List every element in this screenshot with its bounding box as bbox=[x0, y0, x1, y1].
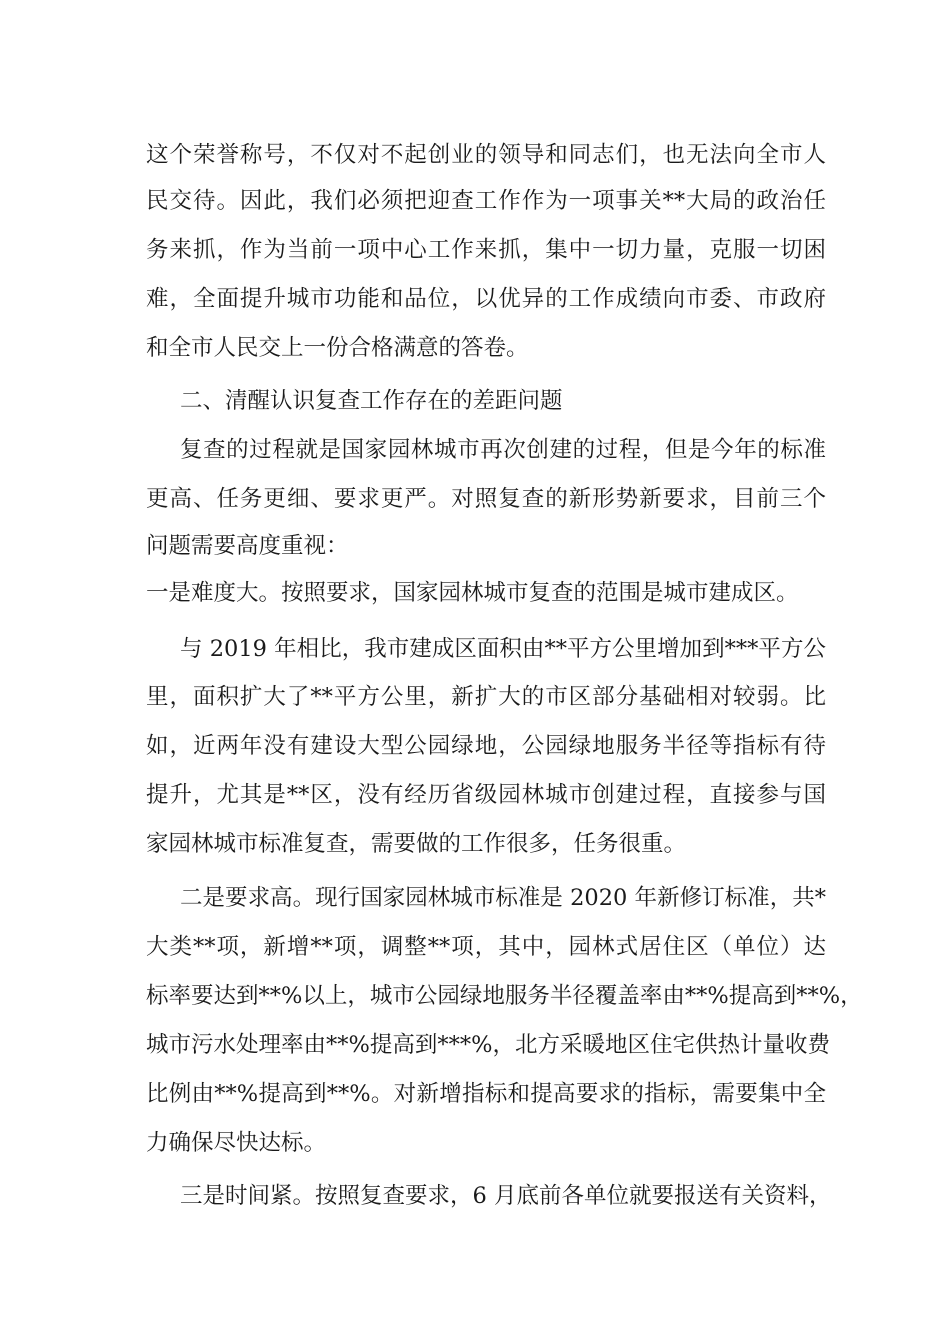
text-line: 和全市人民交上一份合格满意的答卷。 bbox=[146, 335, 529, 361]
text-line: 务来抓，作为当前一项中心工作来抓，集中一切力量，克服一切困 bbox=[146, 237, 826, 263]
text-line: 标率要达到**%以上，城市公园绿地服务半径覆盖率由**%提高到**%， bbox=[146, 983, 863, 1009]
text-line: 比例由**%提高到**%。对新增指标和提高要求的指标，需要集中全 bbox=[146, 1081, 826, 1107]
text-line: 更高、任务更细、要求更严。对照复查的新形势新要求，目前三个 bbox=[146, 486, 826, 512]
text-line: 难，全面提升城市功能和品位，以优异的工作成绩向市委、市政府 bbox=[146, 286, 826, 312]
section-heading: 二、清醒认识复查工作存在的差距问题 bbox=[180, 388, 563, 414]
text-line: 二是要求高。现行国家园林城市标准是 2020 年新修订标准，共* bbox=[180, 885, 826, 911]
text-line: 城市污水处理率由**%提高到***%，北方采暖地区住宅供热计量收费 bbox=[146, 1032, 831, 1058]
text-line: 提升，尤其是**区，没有经历省级园林城市创建过程，直接参与国 bbox=[146, 782, 826, 808]
text-line: 与 2019 年相比，我市建成区面积由**平方公里增加到***平方公 bbox=[180, 636, 826, 662]
text-line: 力确保尽快达标。 bbox=[146, 1130, 327, 1156]
text-line: 一是难度大。按照要求，国家园林城市复查的范围是城市建成区。 bbox=[146, 580, 799, 606]
text-line: 三是时间紧。按照复查要求，6 月底前各单位就要报送有关资料， bbox=[180, 1183, 832, 1209]
text-line: 民交待。因此，我们必须把迎查工作作为一项事关**大局的政治任 bbox=[146, 188, 826, 214]
text-line: 大类**项，新增**项，调整**项，其中，园林式居住区（单位）达 bbox=[146, 934, 826, 960]
text-line: 这个荣誉称号，不仅对不起创业的领导和同志们，也无法向全市人 bbox=[146, 142, 826, 168]
text-line: 复查的过程就是国家园林城市再次创建的过程，但是今年的标准 bbox=[180, 437, 826, 463]
text-line: 家园林城市标准复查，需要做的工作很多，任务很重。 bbox=[146, 831, 687, 857]
text-line: 里，面积扩大了**平方公里，新扩大的市区部分基础相对较弱。比 bbox=[146, 684, 826, 710]
text-line: 问题需要高度重视： bbox=[146, 533, 349, 559]
text-line: 如，近两年没有建设大型公园绿地，公园绿地服务半径等指标有待 bbox=[146, 733, 826, 759]
